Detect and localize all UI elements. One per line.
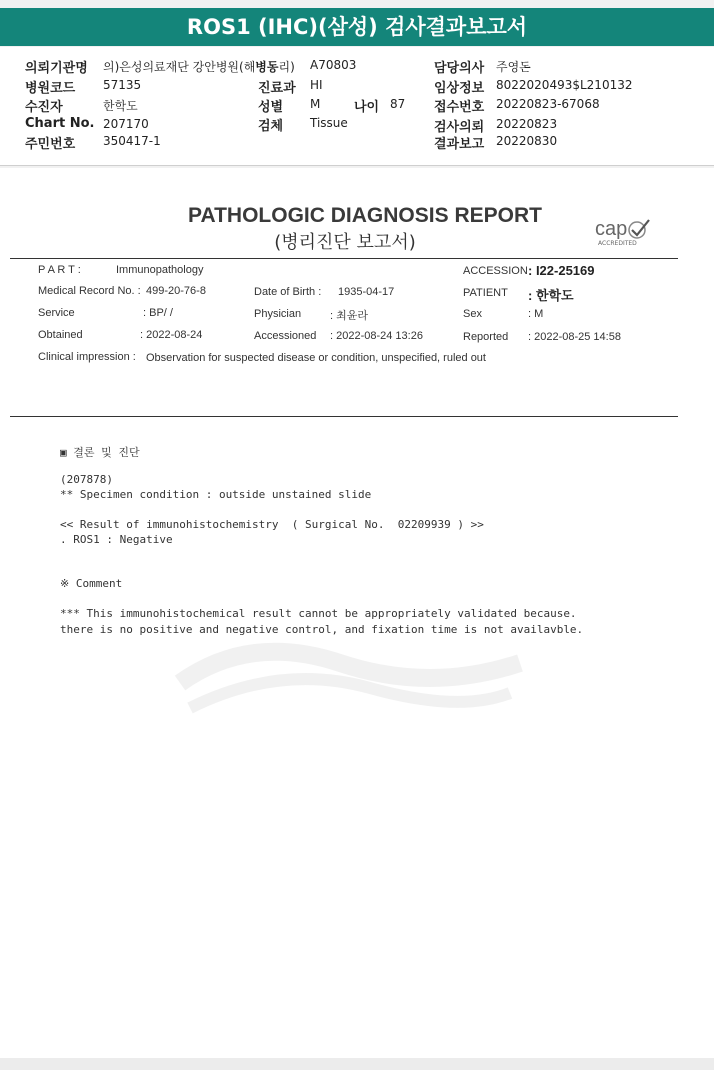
sex-value: M: [310, 97, 321, 111]
part-label: P A R T :: [38, 264, 81, 276]
order-info-panel: [0, 47, 714, 166]
clinical-info-label: 임상정보: [434, 81, 485, 96]
age-value: 87: [390, 97, 406, 111]
accession-label: ACCESSION: [463, 265, 528, 277]
chart-label: Chart No.: [25, 116, 95, 131]
clinical-impression-value: Observation for suspected disease or condition, unspecified, ruled out: [146, 352, 486, 364]
report-title: ROS1 (IHC)(삼성) 검사결과보고서: [186, 15, 528, 39]
cap-accredited-logo: [595, 218, 655, 250]
report-subheading: (병리진단 보고서): [274, 232, 416, 253]
pathology-report: [0, 168, 714, 1058]
obtained-label: Obtained: [38, 329, 83, 341]
result-label: 결과보고: [434, 137, 485, 152]
doctor-label: 담당의사: [434, 61, 485, 76]
sex-label: Sex: [463, 308, 482, 320]
mrn-label: Medical Record No. :: [38, 285, 141, 297]
physician-label: Physician: [254, 308, 302, 320]
accessioned-value: : 2022-08-24 13:26: [330, 330, 423, 342]
accessioned-label: Accessioned: [254, 330, 317, 342]
physician-value: : 최윤라: [330, 310, 368, 322]
body-line: ** Specimen condition : outside unstained slide: [60, 488, 372, 501]
obtained-value: : 2022-08-24: [140, 329, 203, 341]
body-line: *** This immunohistochemical result cannot be appropriately validated because.: [60, 607, 577, 620]
sex-label: 성별: [258, 100, 284, 115]
cap-logo-subtext: ACCREDITED: [598, 240, 637, 247]
patient-value: 한학도: [103, 99, 138, 113]
receipt-label: 접수번호: [434, 100, 485, 115]
checkmark-icon: [625, 218, 651, 240]
report-middle-rule: [10, 416, 678, 417]
patient-value: : 한학도: [528, 288, 574, 303]
body-line: there is no positive and negative control, and fixation time is not availavble.: [60, 623, 584, 636]
report-title-bar: [0, 8, 714, 46]
report-top-rule: [10, 258, 678, 259]
result-value: 20220830: [496, 134, 558, 148]
body-line: (207878): [60, 473, 113, 486]
specimen-label: 검체: [258, 119, 284, 134]
report-heading: PATHOLOGIC DIAGNOSIS REPORT: [188, 204, 542, 227]
institution-value: 의)은성의료재단 강안병원(해병동리): [103, 60, 295, 74]
resid-label: 주민번호: [25, 137, 76, 152]
patient-label: 수진자: [25, 100, 63, 115]
request-label: 검사의뢰: [434, 120, 485, 135]
bottom-strip: [0, 1058, 714, 1070]
dob-value: 1935-04-17: [338, 286, 395, 298]
institution-code: A70803: [310, 58, 357, 72]
dept-value: HI: [310, 78, 323, 92]
body-line: . ROS1 : Negative: [60, 533, 173, 546]
dept-label: 진료과: [258, 81, 296, 96]
specimen-value: Tissue: [310, 116, 348, 130]
doctor-value: 주영돈: [496, 60, 531, 74]
institution-label: 의뢰기관명: [25, 61, 88, 76]
hospcode-label: 병원코드: [25, 81, 76, 96]
chart-value: 207170: [103, 117, 149, 131]
reported-value: : 2022-08-25 14:58: [528, 331, 621, 343]
hospcode-value: 57135: [103, 78, 142, 92]
clinical-impression-label: Clinical impression :: [38, 351, 136, 363]
resid-value: 350417-1: [103, 134, 161, 148]
clinical-info-value: 8022020493$L210132: [496, 78, 633, 92]
reported-label: Reported: [463, 331, 509, 343]
service-value: : BP/ /: [143, 307, 173, 319]
body-line: << Result of immunohistochemistry ( Surgical No. 02209939 ) >>: [60, 518, 484, 531]
sex-value: : M: [528, 308, 544, 320]
cap-logo-text: cap: [595, 218, 628, 240]
comment-heading: ※ Comment: [60, 577, 123, 590]
accession-value: : I22-25169: [528, 263, 595, 278]
watermark-logo: [170, 623, 530, 718]
patient-label: PATIENT: [463, 287, 508, 299]
conclusion-heading: ▣ 결론 및 진단: [60, 446, 140, 459]
request-value: 20220823: [496, 117, 558, 131]
service-label: Service: [38, 307, 75, 319]
receipt-value: 20220823-67068: [496, 97, 600, 111]
mrn-value: 499-20-76-8: [146, 285, 206, 297]
age-label: 나이: [354, 100, 380, 115]
part-value: Immunopathology: [116, 264, 204, 276]
dob-label: Date of Birth :: [254, 286, 322, 298]
